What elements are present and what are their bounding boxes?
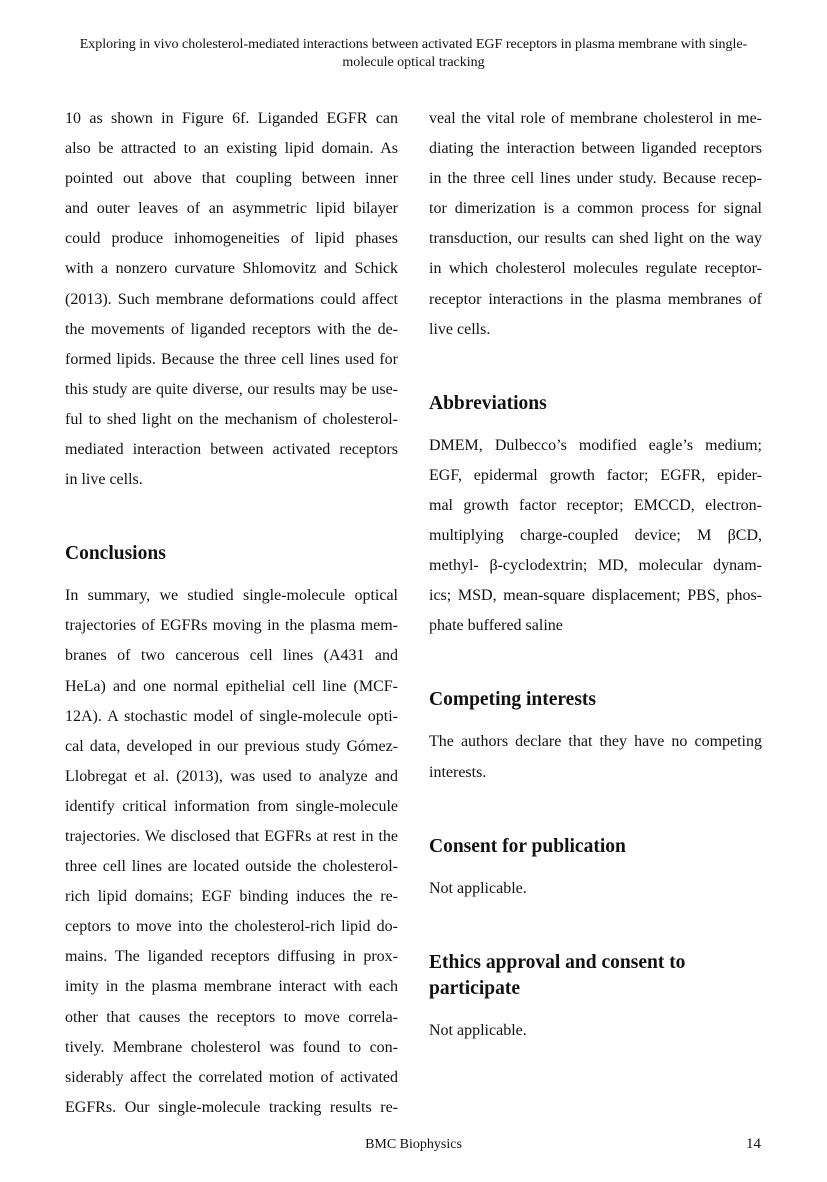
heading-line: Ethics approval and consent to	[429, 951, 686, 973]
text-line: EGFRs. Our single-molecule tracking results re-	[65, 1098, 398, 1116]
text-line: in live cells.	[65, 471, 143, 489]
intro-paragraph	[65, 104, 398, 495]
text-line: other that causes the receptors to move correla-	[65, 1008, 398, 1026]
section-heading-ethics	[429, 950, 762, 1002]
text-line: imity in the plasma membrane interact with each	[65, 978, 398, 996]
text-line: phate buffered saline	[429, 617, 563, 635]
text-line: 12A). A stochastic model of single-molecule opti-	[65, 707, 398, 725]
text-line: in the three cell lines under study. Because recep-	[429, 170, 762, 188]
text-line: identify critical information from single-molecule	[65, 797, 398, 815]
text-line: interests.	[429, 763, 487, 781]
conclusions-continuation	[429, 104, 762, 345]
text-line: transduction, our results can shed light on the way	[429, 230, 762, 248]
consent-paragraph	[429, 874, 762, 904]
text-line: receptor interactions in the plasma membranes of	[429, 290, 762, 308]
footer-journal-name: BMC Biophysics	[365, 1137, 462, 1152]
text-line: ceptors to move into the cholesterol-rich lipid do-	[65, 918, 398, 936]
text-line: multiplying charge-coupled device; M βCD,	[429, 527, 762, 545]
text-line: in which cholesterol molecules regulate receptor-	[429, 260, 762, 278]
text-line: 10 as shown in Figure 6f. Liganded EGFR can	[65, 110, 398, 127]
text-line: diating the interaction between liganded receptors	[429, 140, 762, 158]
conclusions-paragraph	[65, 581, 398, 1123]
text-line: ics; MSD, mean-square displacement; PBS, phos-	[429, 587, 762, 605]
text-line: trajectories of EGFRs moving in the plasma mem-	[65, 617, 398, 635]
text-line: could produce inhomogeneities of lipid phases	[65, 230, 398, 248]
text-line: pointed out above that coupling between inner	[65, 170, 398, 188]
text-line: mediated interaction between activated receptors	[65, 441, 398, 459]
section-heading-consent: Consent for publication	[429, 835, 626, 857]
text-line: HeLa) and one normal epithelial cell line (MCF-	[65, 677, 398, 695]
text-line: (2013). Such membrane deformations could affect	[65, 290, 398, 308]
text-line: The authors declare that they have no competing	[429, 733, 762, 751]
abbreviations-paragraph	[429, 431, 762, 642]
text-line: Not applicable.	[429, 879, 527, 897]
right-column	[429, 104, 762, 1046]
text-line: methyl- β-cyclodextrin; MD, molecular dynam-	[429, 557, 762, 575]
text-line: also be attracted to an existing lipid domain. As	[65, 140, 398, 158]
text-line: siderably affect the correlated motion of activated	[65, 1068, 398, 1086]
text-line: and outer leaves of an asymmetric lipid bilayer	[65, 200, 398, 218]
section-heading-conclusions: Conclusions	[65, 543, 166, 565]
running-title: Exploring in vivo cholesterol-mediated interactions between activated EGF receptors in plasma membrane with single-molecule optical tracking	[79, 37, 748, 70]
text-line: with a nonzero curvature Shlomovitz and Schick	[65, 260, 398, 278]
text-line: tively. Membrane cholesterol was found to con-	[65, 1038, 398, 1056]
text-line: the movements of liganded receptors with the de-	[65, 320, 398, 338]
text-line: In summary, we studied single-molecule optical	[65, 587, 398, 605]
text-line: live cells.	[429, 320, 491, 338]
heading-line: participate	[429, 977, 520, 999]
text-line: Not applicable.	[429, 1021, 527, 1039]
text-line: EGF, epidermal growth factor; EGFR, epider-	[429, 466, 762, 484]
text-line: this study are quite diverse, our results may be use-	[65, 380, 398, 398]
text-line: three cell lines are located outside the cholesterol-	[65, 858, 398, 876]
text-line: mains. The liganded receptors diffusing in prox-	[65, 948, 398, 966]
text-line: branes of two cancerous cell lines (A431 and	[65, 647, 398, 665]
text-line: mal growth factor receptor; EMCCD, electron-	[429, 496, 762, 514]
left-column	[65, 104, 398, 1123]
section-heading-competing-interests: Competing interests	[429, 689, 596, 711]
text-line: cal data, developed in our previous study Gómez-	[65, 737, 398, 755]
text-line: ful to shed light on the mechanism of cholesterol-	[65, 410, 398, 428]
text-line: DMEM, Dulbecco’s modified eagle’s medium;	[429, 436, 762, 454]
text-line: trajectories. We disclosed that EGFRs at rest in the	[65, 827, 398, 845]
text-line: tor dimerization is a common process for signal	[429, 200, 762, 218]
page-number: 14	[746, 1136, 761, 1152]
text-line: veal the vital role of membrane cholesterol in me-	[429, 110, 762, 127]
ethics-paragraph	[429, 1016, 762, 1046]
text-line: Llobregat et al. (2013), was used to analyze and	[65, 767, 398, 785]
text-line: formed lipids. Because the three cell lines used for	[65, 350, 398, 368]
text-line: rich lipid domains; EGF binding induces the re-	[65, 888, 398, 906]
section-heading-abbreviations: Abbreviations	[429, 392, 547, 414]
competing-interests-paragraph	[429, 727, 762, 787]
